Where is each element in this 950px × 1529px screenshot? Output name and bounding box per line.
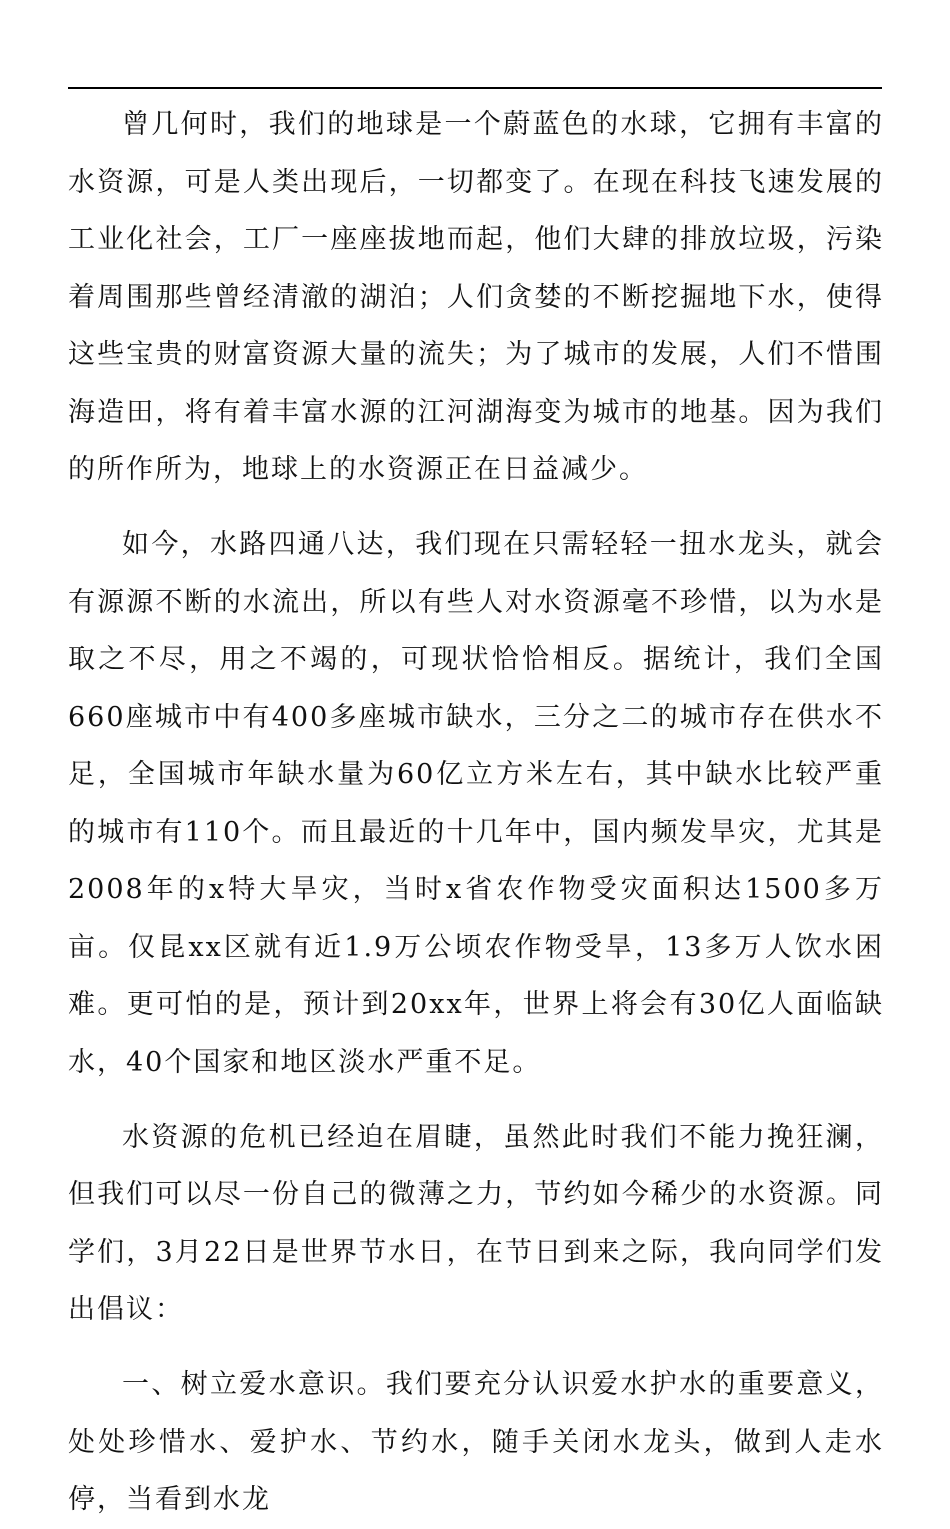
paragraph-2: 如今，水路四通八达，我们现在只需轻轻一扭水龙头，就会有源源不断的水流出，所以有些人对水资源毫不珍惜，以为水是取之不尽，用之不竭的，可现状恰恰相反。据统计，我们全国660座城市中有400多座城市缺水，三分之二的城市存在供水不足，全国城市年缺水量为60亿立方米左右，其中缺水比较严重的城市有110个。而且最近的十几年中，国内频发旱灾，尤其是2008年的x特大旱灾，当时x省农作物受灾面积达1500多万亩。仅昆xx区就有近1.9万公顷农作物受旱，13多万人饮水困难。更可怕的是，预计到20xx年，世界上将会有30亿人面临缺水，40个国家和地区淡水严重不足。: [68, 529, 884, 1078]
paragraph-1: 曾几何时，我们的地球是一个蔚蓝色的水球，它拥有丰富的水资源，可是人类出现后，一切都变了。在现在科技飞速发展的工业化社会，工厂一座座拔地而起，他们大肆的排放垃圾，污染着周围那些曾经清澈的湖泊；人们贪婪的不断挖掘地下水，使得这些宝贵的财富资源大量的流失；为了城市的发展，人们不惜围海造田，将有着丰富水源的江河湖海变为城市的地基。因为我们的所作所为，地球上的水资源正在日益减少。: [68, 109, 884, 485]
header-rule: [68, 87, 882, 89]
paragraph-4: 一、树立爱水意识。我们要充分认识爱水护水的重要意义，处处珍惜水、爱护水、节约水，随手关闭水龙头，做到人走水停，当看到水龙: [68, 1369, 884, 1515]
paragraph-3: 水资源的危机已经迫在眉睫，虽然此时我们不能力挽狂澜，但我们可以尽一份自己的微薄之力，节约如今稀少的水资源。同学们，3月22日是世界节水日，在节日到来之际，我向同学们发出倡议：: [68, 1121, 884, 1325]
document-body: [68, 96, 884, 1529]
